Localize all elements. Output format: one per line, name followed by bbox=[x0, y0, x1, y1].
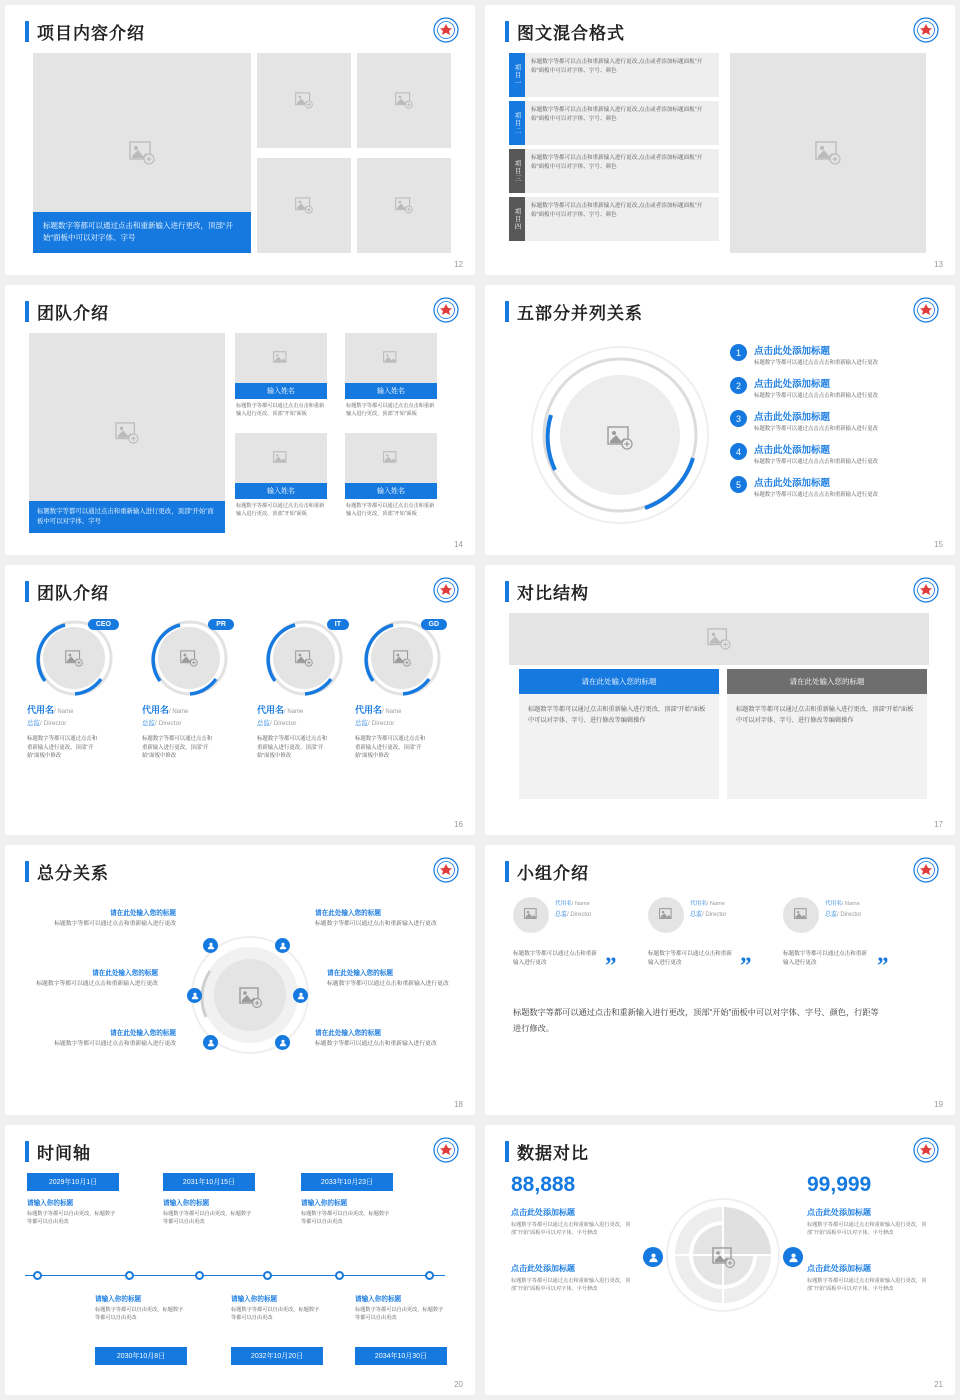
callout-1[interactable] bbox=[51, 907, 176, 929]
list-item-number: 4 bbox=[730, 443, 747, 460]
thumb-image-2[interactable] bbox=[357, 53, 451, 148]
member-card[interactable] bbox=[345, 433, 437, 521]
company-logo-icon bbox=[433, 17, 459, 43]
slide-18 bbox=[5, 845, 475, 1115]
callout-2[interactable] bbox=[315, 907, 440, 929]
stat-value-right: 99,999 bbox=[807, 1173, 872, 1196]
entry-desc: 标题数字等都可以自由更改，标题数字等都可以自由更改 bbox=[301, 1211, 390, 1226]
callout-desc: 标题数字等都可以通过点击和重新输入进行更改 bbox=[36, 981, 158, 987]
avatar-photo[interactable] bbox=[371, 627, 433, 689]
member-card[interactable] bbox=[235, 333, 327, 421]
list-item-title: 点击此处添加标题 bbox=[754, 445, 831, 457]
member-card[interactable] bbox=[345, 333, 437, 421]
person-desc-2: 标题数字等都可以通过点击和重新输入进行更改 bbox=[648, 951, 732, 966]
image-placeholder-icon bbox=[707, 628, 731, 650]
main-image-placeholder[interactable] bbox=[29, 333, 225, 533]
image-placeholder-icon bbox=[395, 197, 413, 214]
slide-title bbox=[25, 299, 109, 324]
timeline-date: 2032年10月20日 bbox=[231, 1347, 323, 1365]
avatar[interactable] bbox=[150, 617, 234, 689]
timeline-entry[interactable] bbox=[231, 1293, 323, 1323]
callout-4[interactable] bbox=[327, 967, 452, 989]
person-card-2[interactable] bbox=[648, 897, 788, 933]
member-name: 输入姓名 bbox=[235, 383, 327, 399]
member-desc: 标题数字等都可以通过点击和重新输入进行更改，顶部“开始”面板中修改 bbox=[257, 736, 328, 760]
image-placeholder-icon bbox=[273, 351, 289, 366]
stat-right bbox=[807, 1173, 927, 1293]
slide-title bbox=[25, 19, 145, 44]
slide-17 bbox=[485, 565, 955, 835]
stat-desc: 标题数字等都可以通过点击和重新输入进行更改，顶部“开始”面板中可以对字体、字号修改 bbox=[511, 1222, 631, 1237]
avatar[interactable] bbox=[648, 897, 684, 933]
member-desc: 标题数字等都可以通过点击点击和重新输入进行更改，顶部“开始”面板 bbox=[346, 503, 435, 518]
image-placeholder-icon bbox=[383, 351, 399, 366]
list-item[interactable] bbox=[509, 53, 719, 97]
row-tab-label: 项目二 bbox=[509, 101, 525, 145]
entry-desc: 标题数字等都可以自由更改，标题数字等都可以自由更改 bbox=[355, 1307, 444, 1322]
slide-title bbox=[25, 1139, 91, 1164]
callout-desc: 标题数字等都可以通过点击和重新输入进行更改 bbox=[54, 921, 176, 927]
member-photo[interactable] bbox=[235, 333, 327, 383]
callout-5[interactable] bbox=[51, 1027, 176, 1049]
slide-14 bbox=[5, 285, 475, 555]
member-name bbox=[355, 703, 455, 716]
slide-15 bbox=[485, 285, 955, 555]
timeline-entry[interactable] bbox=[27, 1197, 119, 1227]
image-placeholder-icon bbox=[65, 650, 83, 667]
company-logo-icon bbox=[913, 17, 939, 43]
node-icon-3[interactable] bbox=[187, 988, 202, 1003]
person-title bbox=[690, 909, 726, 918]
person-title-en: / Director bbox=[702, 912, 727, 918]
row-text: 标题数字等都可以点击和重新输入进行更改,点击或者添加标题面板“开始”面板中可以对字体、字号、颜色 bbox=[525, 101, 719, 145]
slide-title bbox=[25, 859, 109, 884]
person-name-cn: 代用名 bbox=[825, 901, 842, 907]
timeline-entry[interactable] bbox=[163, 1197, 255, 1227]
callout-title: 请在此处输入您的标题 bbox=[110, 910, 176, 917]
slide-16 bbox=[5, 565, 475, 835]
role-badge: CEO bbox=[88, 619, 119, 630]
member-name-en: / Name bbox=[382, 709, 402, 715]
timeline-axis bbox=[25, 1275, 445, 1276]
slide-title bbox=[505, 859, 589, 884]
person-title-en: / Director bbox=[567, 912, 592, 918]
member-title-cn: 总监 bbox=[355, 720, 368, 727]
timeline-date: 2030年10月8日 bbox=[95, 1347, 187, 1365]
callout-title: 请在此处输入您的标题 bbox=[315, 1030, 381, 1037]
company-logo-icon bbox=[913, 297, 939, 323]
page-number: 12 bbox=[454, 260, 463, 269]
member-title bbox=[355, 718, 455, 727]
card-header: 请在此处输入您的标题 bbox=[519, 669, 719, 694]
callout-desc: 标题数字等都可以通过点击和重新输入进行更改 bbox=[327, 981, 449, 987]
member-photo[interactable] bbox=[345, 333, 437, 383]
callout-title: 请在此处输入您的标题 bbox=[92, 970, 158, 977]
member-name-en: / Name bbox=[284, 709, 304, 715]
timeline-date: 2031年10月15日 bbox=[163, 1173, 255, 1191]
role-badge: IT bbox=[327, 619, 349, 630]
member-title bbox=[257, 718, 357, 727]
entry-title: 请输入你的标题 bbox=[231, 1296, 278, 1303]
company-logo-icon bbox=[433, 857, 459, 883]
person-title-cn: 总监 bbox=[825, 912, 838, 918]
numbered-list bbox=[730, 343, 930, 509]
slide-title bbox=[505, 1139, 589, 1164]
member-card[interactable] bbox=[142, 617, 242, 761]
content-rows bbox=[509, 53, 719, 245]
avatar[interactable] bbox=[35, 617, 119, 689]
image-placeholder-icon bbox=[129, 141, 155, 165]
person-desc-3: 标题数字等都可以通过点击和重新输入进行更改 bbox=[783, 951, 867, 966]
page-number: 18 bbox=[454, 1100, 463, 1109]
member-title-en: / Director bbox=[270, 720, 297, 727]
list-item-number: 2 bbox=[730, 377, 747, 394]
member-card[interactable] bbox=[355, 617, 455, 761]
member-name bbox=[27, 703, 127, 716]
timeline-date: 2029年10月1日 bbox=[27, 1173, 119, 1191]
timeline-date: 2034年10月30日 bbox=[355, 1347, 447, 1365]
list-item-desc: 标题数字等都可以通过点击点击和重新输入进行更改 bbox=[754, 426, 878, 433]
person-title bbox=[825, 909, 861, 918]
callout-title: 请在此处输入您的标题 bbox=[110, 1030, 176, 1037]
person-card-1[interactable] bbox=[513, 897, 653, 933]
company-logo-icon bbox=[913, 1137, 939, 1163]
person-desc-1: 标题数字等都可以通过点击和重新输入进行更改 bbox=[513, 951, 597, 966]
row-text: 标题数字等都可以点击和重新输入进行更改,点击或者添加标题面板“开始”面板中可以对字体、字号、颜色 bbox=[525, 53, 719, 97]
timeline-node[interactable] bbox=[425, 1271, 434, 1280]
slide-20 bbox=[5, 1125, 475, 1395]
person-card-3[interactable] bbox=[783, 897, 923, 933]
member-photo[interactable] bbox=[235, 433, 327, 483]
member-name-cn: 代用名 bbox=[27, 705, 55, 715]
image-placeholder-icon bbox=[383, 451, 399, 466]
title-accent-bar bbox=[25, 861, 29, 882]
callout-6[interactable] bbox=[315, 1027, 440, 1049]
timeline-node[interactable] bbox=[195, 1271, 204, 1280]
avatar[interactable] bbox=[783, 897, 819, 933]
stat-heading: 点击此处添加标题 bbox=[511, 1208, 575, 1217]
member-title-en: / Director bbox=[40, 720, 67, 727]
person-name-en: / Name bbox=[571, 901, 590, 907]
list-item-desc: 标题数字等都可以通过点击点击和重新输入进行更改 bbox=[754, 492, 878, 499]
entry-title: 请输入你的标题 bbox=[95, 1296, 142, 1303]
entry-title: 请输入你的标题 bbox=[27, 1200, 74, 1207]
stat-heading: 点击此处添加标题 bbox=[511, 1264, 575, 1274]
entry-desc: 标题数字等都可以自由更改，标题数字等都可以自由更改 bbox=[231, 1307, 320, 1322]
page-number: 20 bbox=[454, 1380, 463, 1389]
member-name bbox=[257, 703, 357, 716]
quote-mark-icon: ” bbox=[605, 953, 617, 978]
image-placeholder-icon bbox=[815, 141, 841, 165]
thumb-image-3[interactable] bbox=[257, 158, 351, 253]
company-logo-icon bbox=[433, 297, 459, 323]
page-title: 团队介绍 bbox=[37, 304, 109, 323]
list-item[interactable] bbox=[509, 101, 719, 145]
page-number: 16 bbox=[454, 820, 463, 829]
row-tab-label: 项目四 bbox=[509, 197, 525, 241]
node-icon-6[interactable] bbox=[275, 1035, 290, 1050]
node-icon-4[interactable] bbox=[293, 988, 308, 1003]
member-name-cn: 代用名 bbox=[142, 705, 170, 715]
slide-12 bbox=[5, 5, 475, 275]
list-item-title: 点击此处添加标题 bbox=[754, 412, 831, 424]
company-logo-icon bbox=[913, 577, 939, 603]
timeline-node[interactable] bbox=[125, 1271, 134, 1280]
row-text: 标题数字等都可以点击和重新输入进行更改,点击或者添加标题面板“开始”面板中可以对字体、字号、颜色 bbox=[525, 197, 719, 241]
main-image-placeholder[interactable] bbox=[730, 53, 926, 253]
compare-card-left[interactable] bbox=[519, 669, 719, 799]
timeline-date: 2033年10月23日 bbox=[301, 1173, 393, 1191]
slide-13 bbox=[485, 5, 955, 275]
page-title: 图文混合格式 bbox=[517, 24, 625, 43]
avatar[interactable] bbox=[265, 617, 349, 689]
compare-card-right[interactable] bbox=[727, 669, 927, 799]
list-item[interactable] bbox=[730, 475, 930, 499]
list-item-number: 3 bbox=[730, 410, 747, 427]
page-number: 17 bbox=[934, 820, 943, 829]
user-badge-icon-left[interactable] bbox=[643, 1247, 663, 1267]
member-card[interactable] bbox=[257, 617, 357, 761]
image-placeholder-icon bbox=[180, 650, 198, 667]
summary-text: 标题数字等都可以通过点击和重新输入进行更改，顶部“开始”面板中可以对字体、字号、颜色，行距等进行修改。 bbox=[513, 1008, 879, 1034]
list-item-title: 点击此处添加标题 bbox=[754, 379, 831, 391]
list-item[interactable] bbox=[730, 442, 930, 466]
callout-desc: 标题数字等都可以通过点击和重新输入进行更改 bbox=[315, 921, 437, 927]
slide-title bbox=[505, 299, 643, 324]
member-desc: 标题数字等都可以通过点击和重新输入进行更改，顶部“开始”面板中修改 bbox=[355, 736, 426, 760]
image-placeholder-icon bbox=[273, 451, 289, 466]
card-body: 标题数字等都可以通过点击和重新输入进行更改，顶部“开始”面板中可以对字体、字号、进行修改等编辑操作 bbox=[519, 694, 719, 799]
decorative-ring-graphic bbox=[525, 340, 715, 530]
main-image-placeholder[interactable] bbox=[33, 53, 251, 253]
image-placeholder-icon bbox=[395, 92, 413, 109]
title-accent-bar bbox=[25, 21, 29, 42]
person-name bbox=[555, 897, 591, 907]
list-item-number: 1 bbox=[730, 344, 747, 361]
avatar-photo[interactable] bbox=[43, 627, 105, 689]
list-item[interactable] bbox=[509, 149, 719, 193]
list-item-desc: 标题数字等都可以通过点击点击和重新输入进行更改 bbox=[754, 393, 878, 400]
list-item-desc: 标题数字等都可以通过点击点击和重新输入进行更改 bbox=[754, 360, 878, 366]
member-name: 输入姓名 bbox=[345, 383, 437, 399]
member-title-en: / Director bbox=[368, 720, 395, 727]
avatar-photo[interactable] bbox=[273, 627, 335, 689]
member-name bbox=[142, 703, 242, 716]
title-accent-bar bbox=[505, 861, 509, 882]
slide-title bbox=[25, 579, 109, 604]
quote-mark-icon: ” bbox=[877, 953, 889, 978]
member-title bbox=[142, 718, 242, 727]
member-photo[interactable] bbox=[345, 433, 437, 483]
member-desc: 标题数字等都可以通过点击点击和重新输入进行更改，顶部“开始”面板 bbox=[236, 403, 325, 418]
image-placeholder-icon bbox=[115, 422, 139, 444]
person-title-cn: 总监 bbox=[555, 912, 568, 918]
list-item[interactable] bbox=[730, 376, 930, 400]
company-logo-icon bbox=[433, 1137, 459, 1163]
callout-title: 请在此处输入您的标题 bbox=[327, 970, 393, 977]
timeline-entry[interactable] bbox=[301, 1197, 393, 1227]
list-item-desc: 标题数字等都可以通过点击点击和重新输入进行更改 bbox=[754, 459, 878, 466]
page-title: 五部分并列关系 bbox=[517, 304, 643, 323]
page-title: 团队介绍 bbox=[37, 584, 109, 603]
person-name-en: / Name bbox=[841, 901, 860, 907]
slide-19 bbox=[485, 845, 955, 1115]
person-name-cn: 代用名 bbox=[690, 901, 707, 907]
image-placeholder-icon bbox=[659, 908, 674, 922]
member-card[interactable] bbox=[235, 433, 327, 521]
member-name: 输入姓名 bbox=[235, 483, 327, 499]
member-name-cn: 代用名 bbox=[355, 705, 383, 715]
page-number: 13 bbox=[934, 260, 943, 269]
page-title: 总分关系 bbox=[37, 864, 109, 883]
entry-title: 请输入你的标题 bbox=[301, 1200, 348, 1207]
quote-mark-icon: ” bbox=[740, 953, 752, 978]
timeline-node[interactable] bbox=[33, 1271, 42, 1280]
avatar[interactable] bbox=[363, 617, 447, 689]
slide-21 bbox=[485, 1125, 955, 1395]
member-name-en: / Name bbox=[54, 709, 74, 715]
entry-desc: 标题数字等都可以自由更改，标题数字等都可以自由更改 bbox=[27, 1211, 116, 1226]
callout-title: 请在此处输入您的标题 bbox=[315, 910, 381, 917]
callout-desc: 标题数字等都可以通过点击和重新输入进行更改 bbox=[54, 1041, 176, 1047]
thumb-image-4[interactable] bbox=[357, 158, 451, 253]
stat-desc: 标题数字等都可以通过点击和重新输入进行更改，顶部“开始”面板中可以对字体、字号修改 bbox=[807, 1278, 927, 1293]
person-title-en: / Director bbox=[837, 912, 862, 918]
node-icon-1[interactable] bbox=[203, 938, 218, 953]
person-title-cn: 总监 bbox=[690, 912, 703, 918]
member-desc: 标题数字等都可以通过点击和重新输入进行更改，顶部“开始”面板中修改 bbox=[27, 736, 98, 760]
stat-heading: 点击此处添加标题 bbox=[807, 1208, 871, 1217]
member-desc: 标题数字等都可以通过点击和重新输入进行更改，顶部“开始”面板中修改 bbox=[142, 736, 213, 760]
node-icon-2[interactable] bbox=[275, 938, 290, 953]
list-item[interactable] bbox=[509, 197, 719, 241]
member-desc: 标题数字等都可以通过点击点击和重新输入进行更改，顶部“开始”面板 bbox=[346, 403, 435, 418]
card-body: 标题数字等都可以通过点击和重新输入进行更改，顶部“开始”面板中可以对字体、字号、进行修改等编辑操作 bbox=[727, 694, 927, 799]
title-accent-bar bbox=[25, 581, 29, 602]
page-number: 15 bbox=[934, 540, 943, 549]
banner-image-placeholder[interactable] bbox=[509, 613, 929, 665]
person-title bbox=[555, 909, 591, 918]
slide-title bbox=[505, 579, 589, 604]
page-title: 数据对比 bbox=[517, 1144, 589, 1163]
list-item[interactable] bbox=[730, 343, 930, 367]
slide-title bbox=[505, 19, 625, 44]
card-header: 请在此处输入您的标题 bbox=[727, 669, 927, 694]
image-placeholder-icon bbox=[295, 650, 313, 667]
title-accent-bar bbox=[505, 301, 509, 322]
image-placeholder-icon bbox=[295, 92, 313, 109]
image-placeholder-icon bbox=[524, 908, 539, 922]
avatar[interactable] bbox=[513, 897, 549, 933]
list-item-number: 5 bbox=[730, 476, 747, 493]
image-placeholder-icon bbox=[393, 650, 411, 667]
title-accent-bar bbox=[25, 1141, 29, 1162]
row-tab-label: 项目三 bbox=[509, 149, 525, 193]
stat-value-left: 88,888 bbox=[511, 1173, 576, 1196]
main-image-caption: 标题数字等都可以通过点击和重新输入进行更改，顶部“开始”面板中可以对字体、字号 bbox=[29, 501, 225, 534]
avatar-photo[interactable] bbox=[158, 627, 220, 689]
stat-heading: 点击此处添加标题 bbox=[807, 1264, 871, 1274]
entry-title: 请输入你的标题 bbox=[163, 1200, 210, 1207]
timeline-node[interactable] bbox=[263, 1271, 272, 1280]
entry-desc: 标题数字等都可以自由更改，标题数字等都可以自由更改 bbox=[95, 1307, 184, 1322]
page-number: 14 bbox=[454, 540, 463, 549]
title-accent-bar bbox=[505, 21, 509, 42]
node-icon-5[interactable] bbox=[203, 1035, 218, 1050]
member-card[interactable] bbox=[27, 617, 127, 761]
entry-desc: 标题数字等都可以自由更改，标题数字等都可以自由更改 bbox=[163, 1211, 252, 1226]
list-item-title: 点击此处添加标题 bbox=[754, 478, 831, 490]
callout-3[interactable] bbox=[33, 967, 158, 989]
member-title bbox=[27, 718, 127, 727]
title-accent-bar bbox=[25, 301, 29, 322]
page-title: 对比结构 bbox=[517, 584, 589, 603]
person-name-cn: 代用名 bbox=[555, 901, 572, 907]
page-number: 19 bbox=[934, 1100, 943, 1109]
page-title: 项目内容介绍 bbox=[37, 24, 145, 43]
member-name: 输入姓名 bbox=[345, 483, 437, 499]
member-title-cn: 总监 bbox=[27, 720, 40, 727]
callout-desc: 标题数字等都可以通过点击和重新输入进行更改 bbox=[315, 1041, 437, 1047]
stat-desc: 标题数字等都可以通过点击和重新输入进行更改，顶部“开始”面板中可以对字体、字号修改 bbox=[511, 1278, 631, 1293]
person-name bbox=[690, 897, 726, 907]
image-placeholder-icon bbox=[295, 197, 313, 214]
title-accent-bar bbox=[505, 1141, 509, 1162]
image-placeholder-icon bbox=[794, 908, 809, 922]
row-tab-label: 项目一 bbox=[509, 53, 525, 97]
person-name bbox=[825, 897, 861, 907]
member-desc: 标题数字等都可以通过点击点击和重新输入进行更改，顶部“开始”面板 bbox=[236, 503, 325, 518]
company-logo-icon bbox=[913, 857, 939, 883]
main-image-caption: 标题数字等都可以通过点击和重新输入进行更改，顶部“开始”面板中可以对字体、字号 bbox=[33, 212, 251, 254]
page-title: 小组介绍 bbox=[517, 864, 589, 883]
member-title-en: / Director bbox=[155, 720, 182, 727]
thumb-image-1[interactable] bbox=[257, 53, 351, 148]
timeline-entry[interactable] bbox=[355, 1293, 447, 1323]
title-accent-bar bbox=[505, 581, 509, 602]
page-title: 时间轴 bbox=[37, 1144, 91, 1163]
page-number: 21 bbox=[934, 1380, 943, 1389]
role-badge: GD bbox=[421, 619, 448, 630]
company-logo-icon bbox=[433, 577, 459, 603]
role-badge: PR bbox=[208, 619, 234, 630]
list-item-title: 点击此处添加标题 bbox=[754, 346, 831, 357]
member-name-cn: 代用名 bbox=[257, 705, 285, 715]
member-title-cn: 总监 bbox=[142, 720, 155, 727]
member-title-cn: 总监 bbox=[257, 720, 270, 727]
user-badge-icon-right[interactable] bbox=[783, 1247, 803, 1267]
row-text: 标题数字等都可以点击和重新输入进行更改,点击或者添加标题面板“开始”面板中可以对字体、字号、颜色 bbox=[525, 149, 719, 193]
member-name-en: / Name bbox=[169, 709, 189, 715]
stat-desc: 标题数字等都可以通过点击和重新输入进行更改，顶部“开始”面板中可以对字体、字号修改 bbox=[807, 1222, 927, 1237]
timeline-entry[interactable] bbox=[95, 1293, 187, 1323]
entry-title: 请输入你的标题 bbox=[355, 1296, 402, 1303]
donut-graphic bbox=[663, 1195, 783, 1315]
list-item[interactable] bbox=[730, 409, 930, 433]
timeline-node[interactable] bbox=[335, 1271, 344, 1280]
person-name-en: / Name bbox=[706, 901, 725, 907]
stat-left bbox=[511, 1173, 631, 1293]
